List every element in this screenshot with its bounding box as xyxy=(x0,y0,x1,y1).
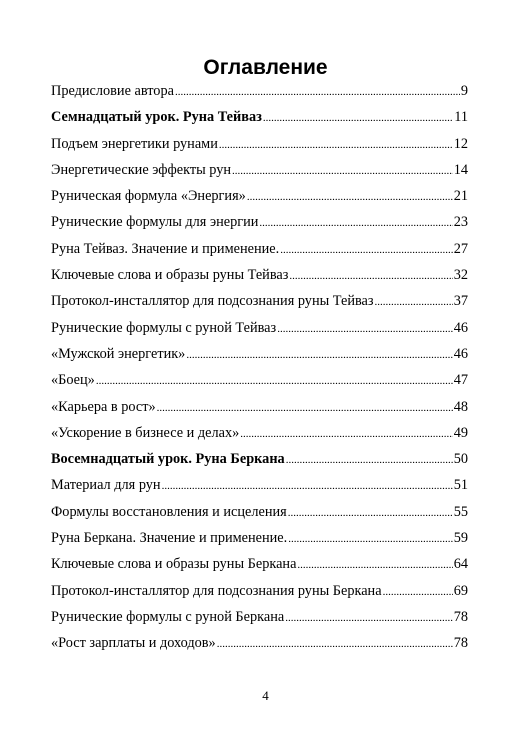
toc-entry-page-number: 49 xyxy=(453,424,468,441)
toc-entry[interactable] xyxy=(51,160,468,186)
toc-dot-leader xyxy=(280,239,453,260)
toc-entry[interactable] xyxy=(51,291,468,317)
toc-dot-leader xyxy=(375,291,453,312)
toc-entry-page-number: 78 xyxy=(453,635,468,652)
toc-entry-page-number: 23 xyxy=(453,214,468,231)
toc-dot-leader xyxy=(96,370,453,391)
toc-dot-leader xyxy=(383,581,453,602)
toc-entry[interactable] xyxy=(51,265,468,291)
toc-dot-leader xyxy=(277,318,453,339)
toc-entry-title: Рунические формулы для энергии xyxy=(51,214,259,231)
toc-entry-title: «Карьера в рост» xyxy=(51,398,156,415)
toc-entry[interactable] xyxy=(51,370,468,396)
toc-entry-page-number: 21 xyxy=(453,188,468,205)
toc-entry[interactable] xyxy=(51,186,468,212)
toc-entry-title: Ключевые слова и образы руны Тейваз xyxy=(51,267,289,284)
toc-entry-title: Руна Тейваз. Значение и применение. xyxy=(51,240,280,257)
toc-dot-leader xyxy=(232,160,453,181)
toc-entry-title: Протокол-инсталлятор для подсознания руны Тейваз xyxy=(51,293,374,310)
toc-entry-title: Семнадцатый урок. Руна Тейваз xyxy=(51,109,262,126)
toc-entry-title: Подъем энергетики рунами xyxy=(51,135,218,152)
toc-entry[interactable] xyxy=(51,107,468,133)
toc-dot-leader xyxy=(288,502,453,523)
toc-entry-page-number: 46 xyxy=(453,319,468,336)
toc-entry-page-number: 32 xyxy=(453,267,468,284)
toc-dot-leader xyxy=(175,81,460,102)
toc-entry-title: «Мужской энергетик» xyxy=(51,345,186,362)
toc-entry[interactable] xyxy=(51,318,468,344)
toc-entry-page-number: 9 xyxy=(460,83,468,99)
toc-entry-page-number: 46 xyxy=(453,345,468,362)
toc-dot-leader xyxy=(285,607,452,628)
toc-entry[interactable] xyxy=(51,554,468,580)
toc-entry-title: Рунические формулы с руной Тейваз xyxy=(51,319,277,336)
toc-entry-title: Руна Беркана. Значение и применение. xyxy=(51,530,288,547)
toc-entry-page-number: 50 xyxy=(453,451,468,468)
toc-entry-title: «Боец» xyxy=(51,372,95,389)
toc-dot-leader xyxy=(157,397,453,418)
toc-entry-title: Восемнадцатый урок. Руна Беркана xyxy=(51,451,285,468)
toc-entry[interactable] xyxy=(51,633,468,659)
toc-entry-page-number: 59 xyxy=(453,530,468,547)
toc-entry[interactable] xyxy=(51,239,468,265)
page-title: Оглавление xyxy=(203,56,328,79)
toc-entry-title: Предисловие автора xyxy=(51,83,174,99)
toc-entry-title: «Рост зарплаты и доходов» xyxy=(51,635,216,652)
toc-entry[interactable] xyxy=(51,81,468,107)
toc-entry-page-number: 55 xyxy=(453,503,468,520)
toc-entry-page-number: 64 xyxy=(453,556,468,573)
toc-entry-title: Руническая формула «Энергия» xyxy=(51,188,246,205)
toc-entry-page-number: 69 xyxy=(453,582,468,599)
toc-entry-page-number: 12 xyxy=(453,135,468,152)
toc-entry-title: Энергетические эффекты рун xyxy=(51,161,232,178)
toc-entry-title: Ключевые слова и образы руны Беркана xyxy=(51,556,297,573)
table-of-contents xyxy=(51,81,468,660)
toc-dot-leader xyxy=(286,449,453,470)
toc-dot-leader xyxy=(288,528,452,549)
toc-entry-title: Протокол-инсталлятор для подсознания руны Беркана xyxy=(51,582,382,599)
toc-entry-title: «Ускорение в бизнесе и делах» xyxy=(51,424,240,441)
toc-dot-leader xyxy=(219,134,453,155)
toc-dot-leader xyxy=(186,344,452,365)
toc-entry-page-number: 51 xyxy=(453,477,468,494)
toc-dot-leader xyxy=(259,212,452,233)
toc-entry[interactable] xyxy=(51,528,468,554)
toc-entry-page-number: 78 xyxy=(453,608,468,625)
toc-entry[interactable] xyxy=(51,475,468,501)
toc-entry[interactable] xyxy=(51,344,468,370)
toc-entry[interactable] xyxy=(51,423,468,449)
toc-entry-page-number: 27 xyxy=(453,240,468,257)
toc-entry[interactable] xyxy=(51,581,468,607)
toc-entry[interactable] xyxy=(51,607,468,633)
toc-entry-page-number: 47 xyxy=(453,372,468,389)
toc-dot-leader xyxy=(289,265,452,286)
toc-entry[interactable] xyxy=(51,449,468,475)
toc-entry-title: Рунические формулы с руной Беркана xyxy=(51,608,285,625)
page-number: 4 xyxy=(262,688,269,703)
toc-entry-title: Формулы восстановления и исцеления xyxy=(51,503,287,520)
toc-dot-leader xyxy=(263,107,453,128)
toc-entry[interactable] xyxy=(51,502,468,528)
toc-entry-page-number: 14 xyxy=(453,161,468,178)
toc-dot-leader xyxy=(162,475,453,496)
toc-dot-leader xyxy=(297,554,452,575)
toc-entry[interactable] xyxy=(51,134,468,160)
toc-entry-page-number: 37 xyxy=(453,293,468,310)
toc-entry-page-number: 48 xyxy=(453,398,468,415)
toc-dot-leader xyxy=(247,186,453,207)
toc-entry-page-number: 11 xyxy=(454,109,468,126)
toc-entry[interactable] xyxy=(51,397,468,423)
toc-dot-leader xyxy=(240,423,452,444)
toc-entry-title: Материал для рун xyxy=(51,477,161,494)
toc-entry[interactable] xyxy=(51,212,468,238)
toc-dot-leader xyxy=(217,633,453,654)
